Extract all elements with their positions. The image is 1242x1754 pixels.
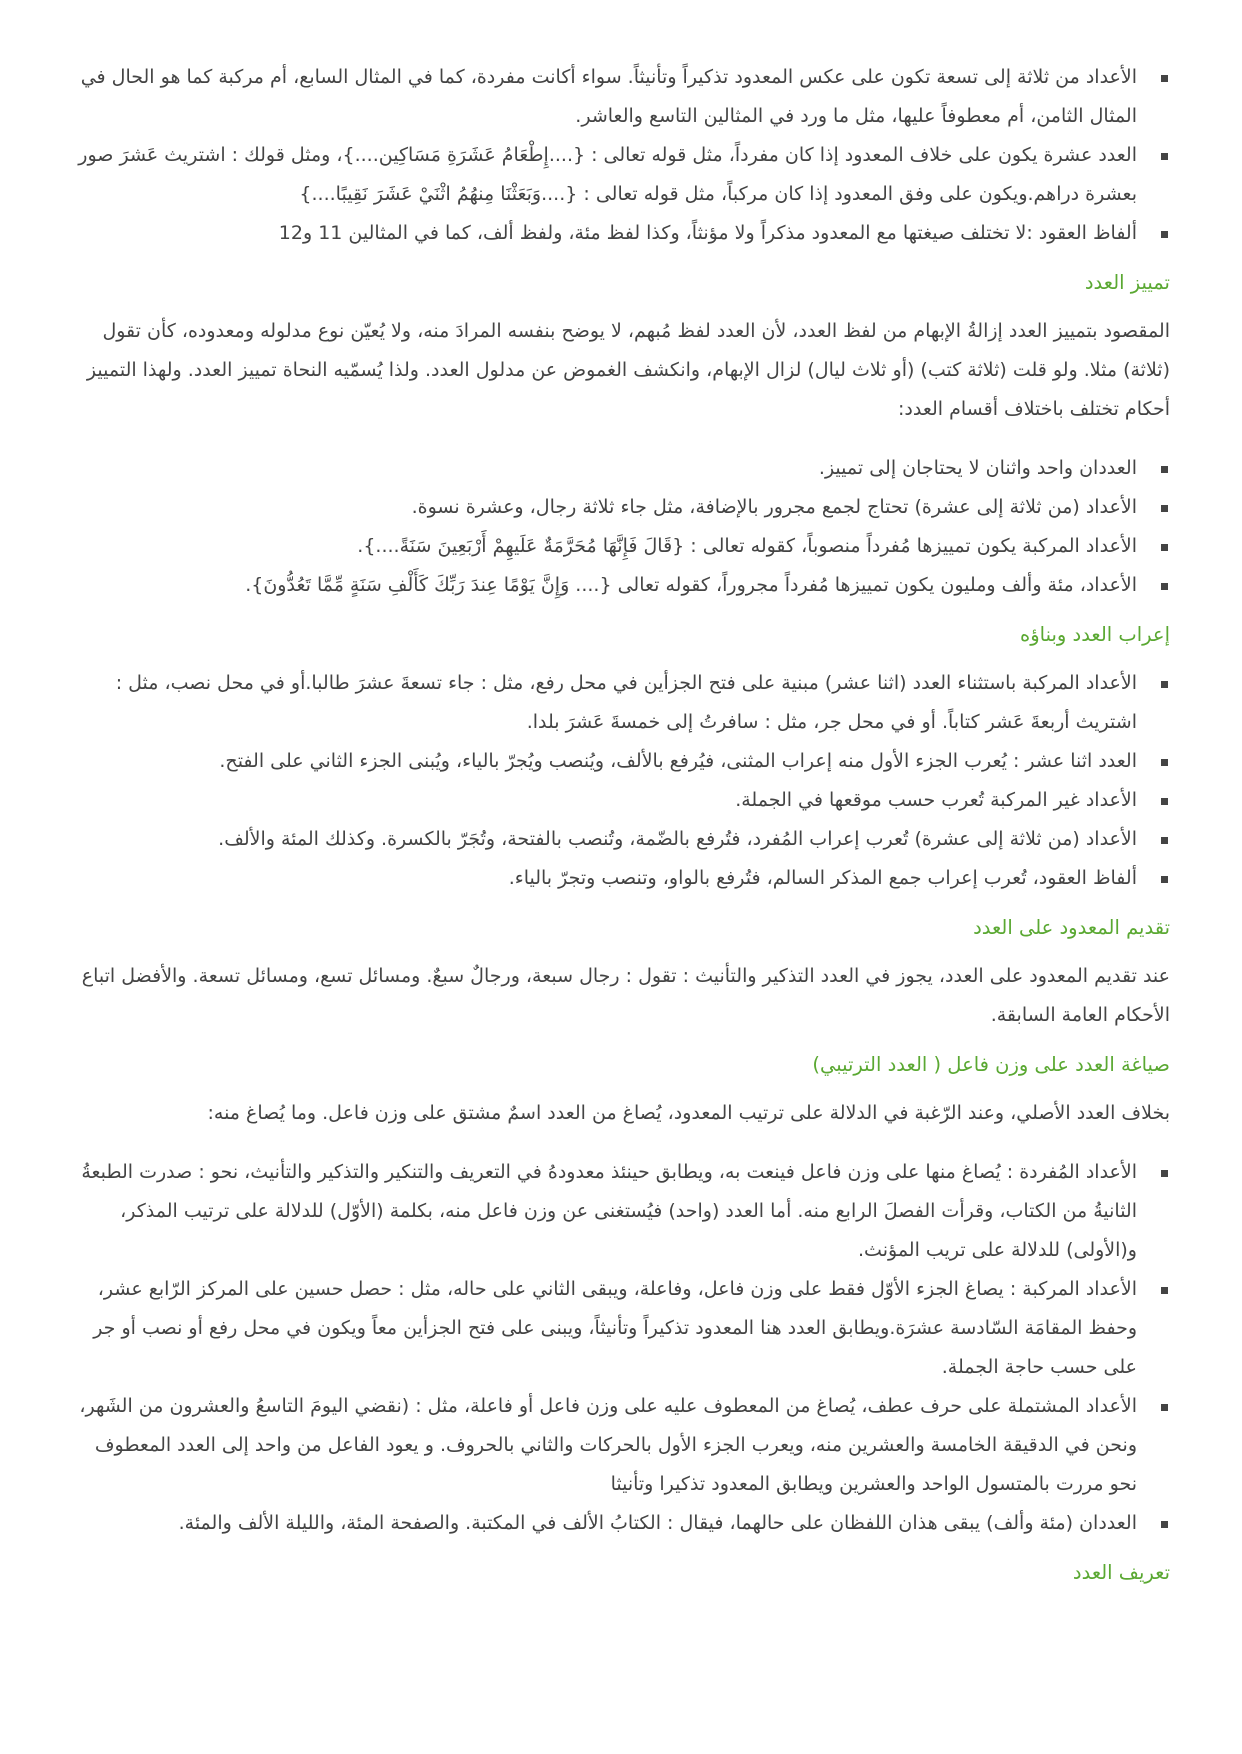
siyagha-paragraph: بخلاف العدد الأصلي، وعند الرّغبة في الدلالة على ترتيب المعدود، يُصاغ من العدد اسمٌ مشتق على وزن فاعل. وما يُصاغ منه:: [207, 1102, 1170, 1124]
list-item: العددان (مئة وألف) يبقى هذان اللفظان على حالهما، فيقال : الكتابُ الألف في المكتبة. والصفحة المئة، والليلة الألف والمئة.: [72, 1504, 1170, 1543]
list-item: الأعداد المركبة يكون تمييزها مُفرداً منصوباً، كقوله تعالى : {قَالَ فَإِنَّهَا مُحَرَّمَةٌ عَلَيهِمْ أَرْبَعِينَ سَنَةً....}.: [72, 527, 1170, 566]
list-item: العدد اثنا عشر : يُعرب الجزء الأول منه إعراب المثنى، فيُرفع بالألف، ويُنصب ويُجرّ بالياء، ويُبنى الجزء الثاني على الفتح.: [72, 742, 1170, 781]
list-item: الأعداد، مئة وألف ومليون يكون تمييزها مُفرداً مجروراً، كقوله تعالى {.... وَإِنَّ يَوْمًا عِندَ رَبِّكَ كَأَلْفِ سَنَةٍ مِّمَّا تَعُدُّونَ}.: [72, 566, 1170, 605]
section-heading-irab: إعراب العدد وبناؤه: [1020, 623, 1170, 646]
section-heading-tareef: تعريف العدد: [1072, 1561, 1170, 1584]
document-page: [72, 58, 1170, 1592]
list-item: الأعداد المركبة باستثناء العدد (اثنا عشر) مبنية على فتح الجزأين في محل رفع، مثل : جاء تسعةَ عشرَ طالبا.أو في محل نصب، مثل : اشتريث أربعةَ عَشر كتاباً. أو في محل جر، مثل : سافرتُ إلى خمسةَ عَشرَ بلدا.: [72, 664, 1170, 742]
list-item: الأعداد المُفردة : يُصاغ منها على وزن فاعل فينعت به، ويطابق حينئذ معدودهُ في التعريف والتنكير والتذكير والتأنيث، نحو : صدرت الطبعةُ الثانيةُ من الكتاب، وقرأت الفصلَ الرابع منه. أما العدد (واحد) فيُستغنى عن وزن فاعل منه، بكلمة (الأوّل) للدلالة على ترتيب المذكر، و(الأولى) للدلالة على تريب المؤنث.: [72, 1153, 1170, 1270]
rules-list: [72, 58, 1170, 253]
tamyeez-list: [72, 449, 1170, 605]
taqdeem-paragraph: عند تقديم المعدود على العدد، يجوز في العدد التذكير والتأنيث : تقول : رجال سبعة، ورجالٌ سبعٌ. ومسائل تسع، ومسائل تسعة. والأفضل اتباع الأحكام العامة السابقة.: [81, 965, 1170, 1026]
list-item: الأعداد (من ثلاثة إلى عشرة) تُعرب إعراب المُفرد، فتُرفع بالضّمة، وتُنصب بالفتحة، وتُجَرّ بالكسرة. وكذلك المئة والألف.: [72, 820, 1170, 859]
section-heading-siyagha: صياغة العدد على وزن فاعل ( العدد الترتيبي): [812, 1053, 1170, 1076]
list-item: الأعداد المشتملة على حرف عطف، يُصاغ من المعطوف عليه على وزن فاعل أو فاعلة، مثل : (نقضي اليومَ التاسعُ والعشرون من الشَهر، ونحن في الدقيقة الخامسة والعشرين منه، ويعرب الجزء الأول بالحركات والثاني بالحروف. و يعود الفاعل من واحد إلى العدد المعطوف نحو مررت بالمتسول الواحد والعشرين ويطابق المعدود تذكيرا وتأنيثا: [72, 1387, 1170, 1504]
list-item: ألفاظ العقود، تُعرب إعراب جمع المذكر السالم، فتُرفع بالواو، وتنصب وتجرّ بالياء.: [72, 859, 1170, 898]
list-item: الأعداد من ثلاثة إلى تسعة تكون على عكس المعدود تذكيراً وتأنيثاً. سواء أكانت مفردة، كما في المثال السابع، أم مركبة كما هو الحال في المثال الثامن، أم معطوفاً عليها، مثل ما ورد في المثالين التاسع والعاشر.: [72, 58, 1170, 136]
list-item: العدد عشرة يكون على خلاف المعدود إذا كان مفرداً، مثل قوله تعالى : {....إِطْعَامُ عَشَرَةِ مَسَاكِين....}، ومثل قولك : اشتريث عَشرَ صور بعشرة دراهم.ويكون على وفق المعدود إذا كان مركباً، مثل قوله تعالى : {....وَبَعَثْنَا مِنهُمُ اثْنَيْ عَشَرَ نَقِيبًا....}: [72, 136, 1170, 214]
list-item: ألفاظ العقود :لا تختلف صيغتها مع المعدود مذكراً ولا مؤنثاً، وكذا لفظ مئة، ولفظ ألف، كما في المثالين 11 و12: [72, 214, 1170, 253]
list-item: الأعداد (من ثلاثة إلى عشرة) تحتاج لجمع مجرور بالإضافة، مثل جاء ثلاثة رجال، وعشرة نسوة.: [72, 488, 1170, 527]
list-item: الأعداد المركبة : يصاغ الجزء الأوّل فقط على وزن فاعل، وفاعلة، ويبقى الثاني على حاله، مثل : حصل حسين على المركز الرّابع عشر، وحفظ المقامَة السّادسة عشرَة.ويطابق العدد هنا المعدود تذكيراً وتأنيثاً، ويبنى على فتح الجزأين معاً ويكون في محل رفع أو نصب أو جر على حسب حاجة الجملة.: [72, 1270, 1170, 1387]
irab-list: [72, 664, 1170, 898]
section-heading-taqdeem: تقديم المعدود على العدد: [973, 916, 1170, 939]
tamyeez-paragraph: المقصود بتمييز العدد إزالةُ الإبهام من لفظ العدد، لأن العدد لفظ مُبهم، لا يوضح بنفسه المرادَ منه، ولا يُعيّن نوع مدلوله ومعدوده، كأن تقول (ثلاثة) مثلا. ولو قلت (ثلاثة كتب) (أو ثلاث ليال) لزال الإبهام، وانكشف الغموض عن مدلول العدد. ولذا يُسمّيه النحاة تمييز العدد. ولهذا التمييز أحكام تختلف باختلاف أقسام العدد:: [86, 320, 1170, 420]
section-heading-tamyeez: تمييز العدد: [1084, 271, 1170, 294]
siyagha-list: [72, 1153, 1170, 1543]
list-item: الأعداد غير المركبة تُعرب حسب موقعها في الجملة.: [72, 781, 1170, 820]
list-item: العددان واحد واثنان لا يحتاجان إلى تمييز.: [72, 449, 1170, 488]
